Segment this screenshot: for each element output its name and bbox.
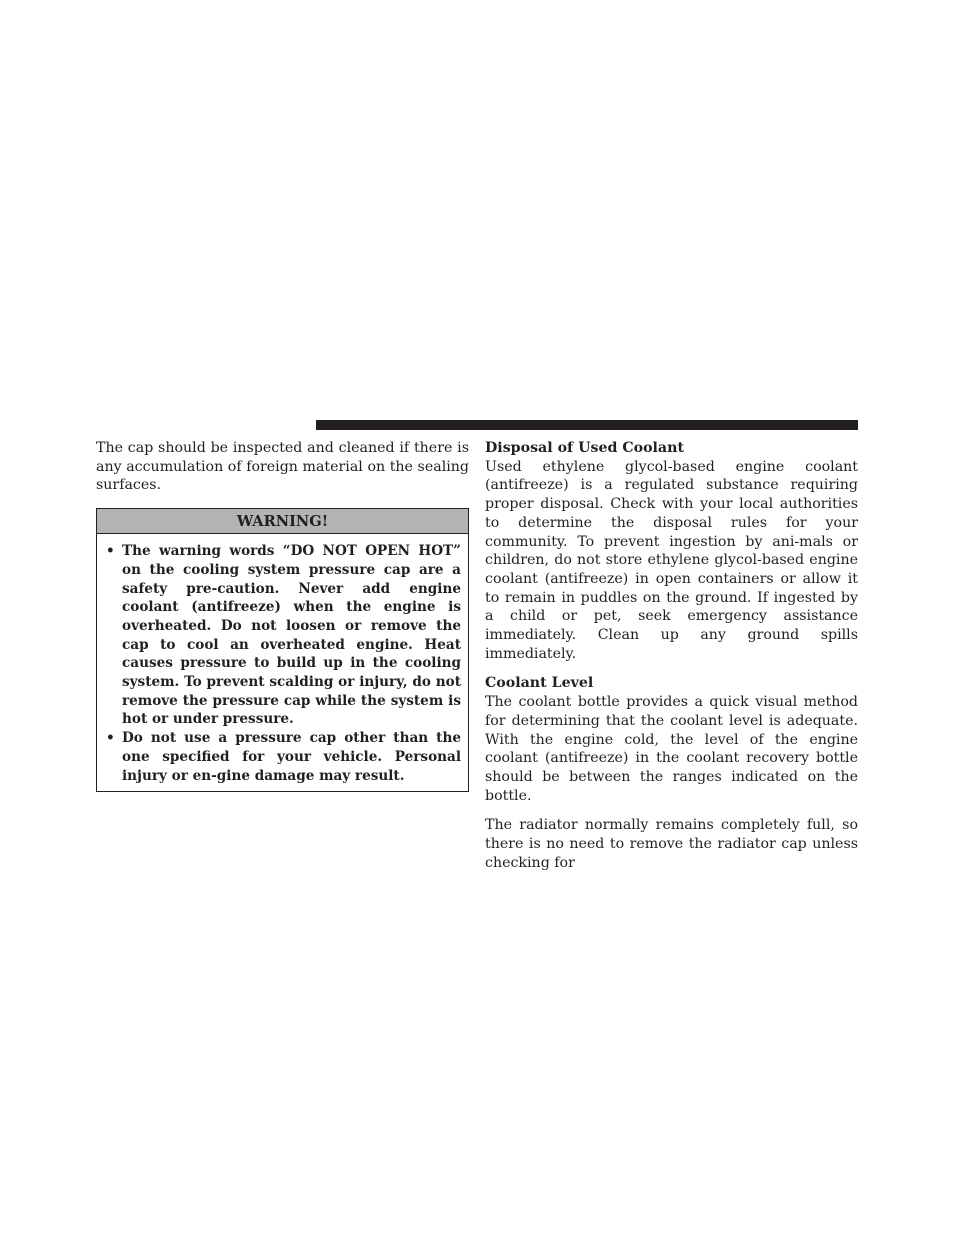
warning-list — [97, 534, 468, 791]
warning-title: WARNING! — [97, 509, 468, 534]
disposal-heading: Disposal of Used Coolant — [485, 440, 684, 456]
radiator-paragraph: The radiator normally remains completely full, so there is no need to remove the radiator cap unless checking for — [485, 817, 858, 871]
right-column — [485, 439, 858, 872]
warning-item — [106, 542, 461, 729]
warning-item-text: The warning words “DO NOT OPEN HOT” on the cooling system pressure cap are a safety pre-caution. Never add engine coolant (antifreeze) when the engine is overheated. Do not loosen or remove the cap to cool an overheated engine. Heat causes pressure to build up in the cooling system. To prevent scalding or injury, do not remove the pressure cap while the system is hot or under pressure. — [122, 543, 461, 728]
disposal-paragraph: Used ethylene glycol-based engine coolant (antifreeze) is a regulated substance requiring proper disposal. Check with your local authorities to determine the disposal rules for your community. To prevent ingestion by ani-mals or children, do not store ethylene glycol-based engine coolant (antifreeze) in open containers or allow it to remain in puddles on the ground. If ingested by a child or pet, seek emergency assistance immediately. Clean up any ground spills immediately. — [485, 458, 858, 662]
section-header-rule — [316, 420, 858, 430]
warning-box — [96, 508, 469, 792]
cap-inspection-paragraph: The cap should be inspected and cleaned if there is any accumulation of foreign material on the sealing surfaces. — [96, 440, 469, 494]
coolant-level-heading: Coolant Level — [485, 675, 594, 692]
bullet-icon: • — [106, 543, 115, 560]
warning-item-text: Do not use a pressure cap other than the one specified for your vehicle. Personal injury or en-gine damage may result. — [122, 730, 461, 784]
warning-item — [106, 729, 461, 785]
bullet-icon: • — [106, 730, 115, 747]
left-column — [96, 439, 469, 792]
coolant-level-paragraph: The coolant bottle provides a quick visual method for determining that the coolant level is adequate. With the engine cold, the level of the engine coolant (antifreeze) in the coolant recovery bottle should be between the ranges indicated on the bottle. — [485, 694, 858, 804]
